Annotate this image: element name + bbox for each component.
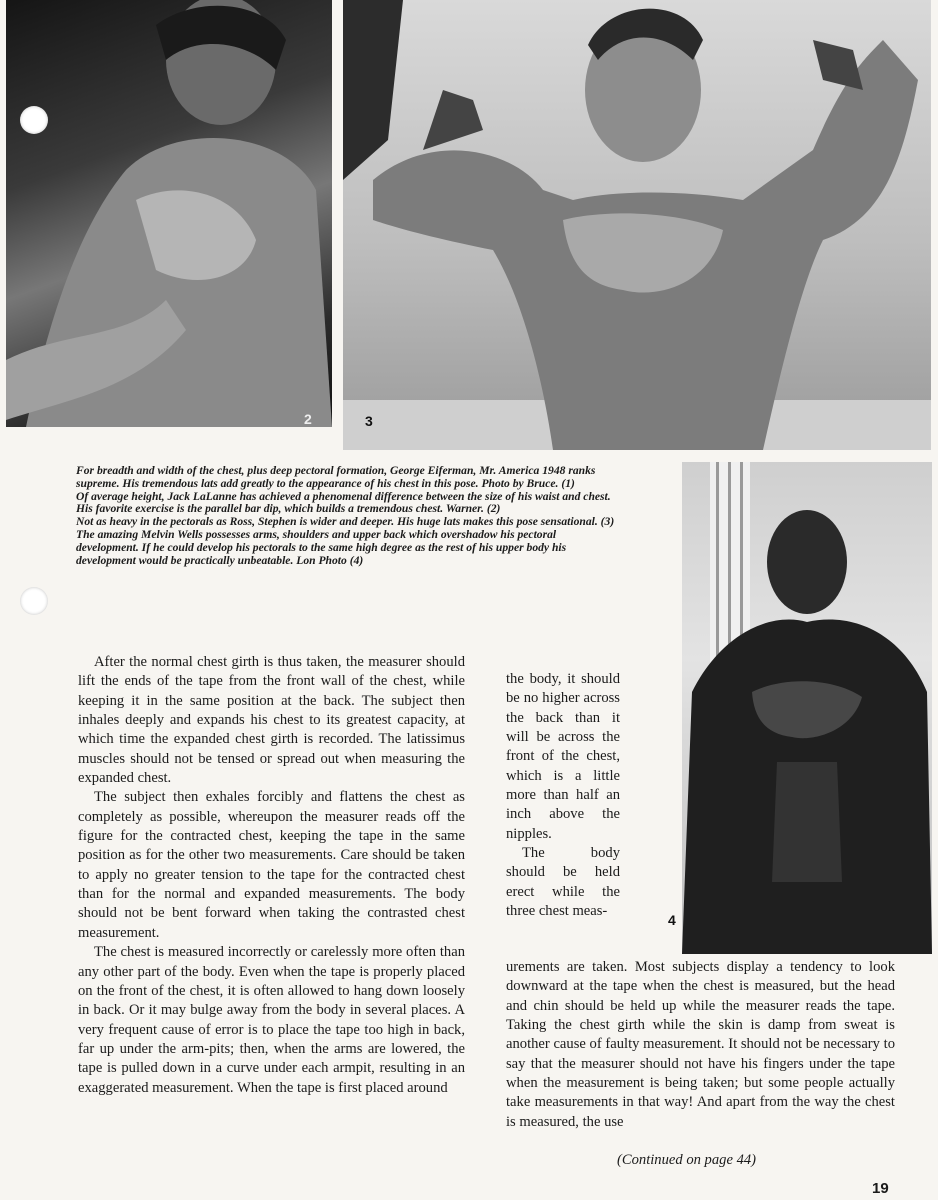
article-paragraph: The chest is measured incorrectly or carelessly more often than any other part of the body. Even when the tape is properly placed on the front of the chest, it is often allowed to hang down loosely in back. Or it may bulge away from the body in several places. A very frequent cause of error is to place the tape too high in back, far up under the arm-pits; then, when the arms are lowered, the tape is pulled down in a curve under each armpit, resulting in an exaggerated measurement. When the tape is first placed around — [78, 944, 465, 1096]
article-paragraph: The subject then exhales forcibly and flattens the chest as completely as possible, whereupon the measurer reads off the figure for the contracted chest, keeping the tape in the same position as for the other two measurements. Care should be taken to apply no greater tension to the tape for the contracted chest than for the normal and expanded measurements. The body should not be bent forward when taking the contrasted chest measurement. — [78, 789, 465, 941]
page-number: 19 — [872, 1180, 889, 1197]
article-paragraph: After the normal chest girth is thus taken, the measurer should lift the ends of the tape from the front wall of the chest, while keeping it in the same position at the back. The subject then inhales deeply and expands his chest to its greatest capacity, at which time the expanded chest girth is recorded. The latissimus muscles should not be tensed or spread out when measuring the expanded chest. — [78, 654, 465, 787]
article-paragraph: urements are taken. Most subjects display a tendency to look downward at the tape when the chest is measured, but the head and chin should be held up while the measurer reads the tape. Taking the chest girth while the skin is damp from sweat is another cause of faulty measurement. It should not be necessary to say that the measurer should not have his fingers under the tape when the measurement is being taken; but some people actually take measurements in that way! And apart from the way the chest is measured, the use — [506, 959, 895, 1130]
photo-2-illustration — [6, 0, 332, 427]
photo-4-illustration — [682, 462, 932, 954]
binder-hole — [20, 587, 48, 615]
photo-number: 2 — [304, 411, 312, 427]
continued-note: (Continued on page 44) — [617, 1152, 757, 1168]
article-paragraph: The body should be held erect while the three chest meas- — [506, 845, 620, 920]
photo-melvin-wells — [668, 462, 932, 954]
article-paragraph: the body, it should be no higher across the back than it will be across the front of the chest, which is a little more than half an inch above the nipples. — [506, 671, 620, 842]
article-column-left — [78, 653, 465, 1098]
photo-number: 3 — [365, 413, 373, 429]
article-column-right-narrow — [506, 670, 620, 921]
caption-paragraph: For breadth and width of the chest, plus deep pectoral formation, George Eiferman, Mr. America 1948 ranks supreme. His tremendous lats add greatly to the appearance of his chest in this pose. Photo by Bruce. (1) — [76, 464, 596, 490]
photo-stephen — [343, 0, 931, 450]
photo-number: 4 — [668, 912, 676, 928]
photo-caption — [76, 465, 616, 567]
caption-paragraph: Of average height, Jack LaLanne has achieved a phenomenal difference between the size of his waist and chest. His favorite exercise is the parallel bar dip, which builds a tremendous chest. Warner. (2) — [76, 489, 611, 516]
caption-paragraph: Not as heavy in the pectorals as Ross, Stephen is wider and deeper. His huge lats makes this pose sensational. (3) — [76, 515, 615, 529]
binder-hole — [20, 106, 48, 134]
caption-paragraph: The amazing Melvin Wells possesses arms, shoulders and upper back which overshadow his pectoral development. If he could develop his pectorals to the same high degree as the rest of his upper body his development would be practically unbeatable. Lon Photo (4) — [76, 527, 567, 567]
photo-jack-lalanne — [6, 0, 332, 427]
article-column-right-wide — [506, 958, 895, 1132]
photo-3-illustration — [343, 0, 931, 450]
